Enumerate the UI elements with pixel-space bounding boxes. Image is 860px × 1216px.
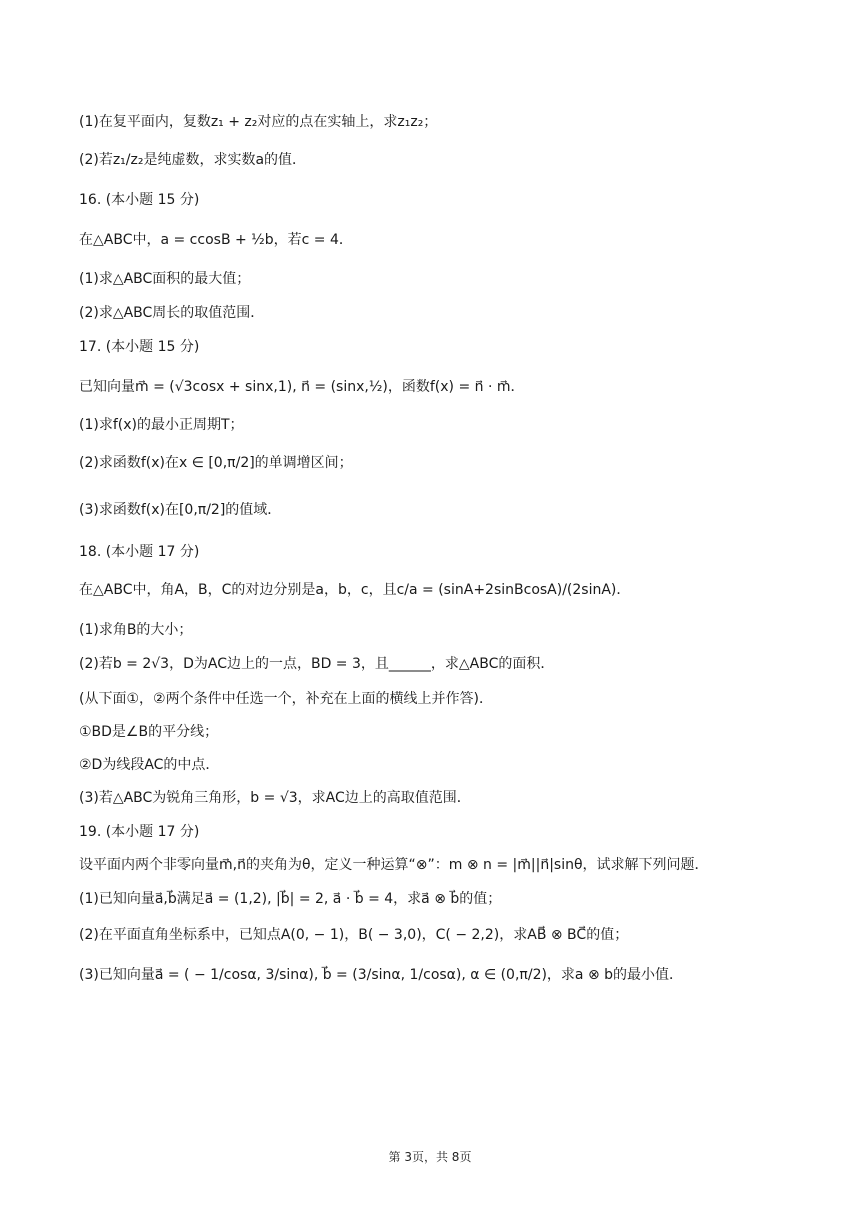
text-line: 设平面内两个非零向量m⃗,n⃗的夹角为θ，定义一种运算“⊗”：m ⊗ n = |m⃗||n⃗|sinθ，试求解下列问题． [79,857,709,873]
question-heading: 18. (本小题 17 分) [79,544,200,560]
text-line: (从下面①，②两个条件中任选一个，补充在上面的横线上并作答)． [79,691,494,707]
text-line: (1)求△ABC面积的最大值； [79,271,251,287]
text-line: (3)若△ABC为锐角三角形，b = √3，求AC边上的高取值范围． [79,790,471,806]
text-line: (1)已知向量a⃗,b⃗满足a⃗ = (1,2), |b⃗| = 2, a⃗ · b⃗ = 4，求a⃗ ⊗ b⃗的值； [79,891,502,907]
text-line: (2)若z₁/z₂是纯虚数，求实数a的值． [79,152,307,168]
text-line: ①BD是∠B的平分线； [79,724,219,740]
text-line: ②D为线段AC的中点． [79,757,220,773]
text-line: (1)在复平面内，复数z₁ + z₂对应的点在实轴上，求z₁z₂； [79,114,438,130]
text-line: (1)求f(x)的最小正周期T； [79,417,244,433]
page-footer: 第 3页，共 8页 [388,1150,472,1164]
question-heading: 16. (本小题 15 分) [79,192,200,208]
text-line: (2)在平面直角坐标系中，已知点A(0, − 1)，B( − 3,0)，C( − 2,2)，求AB⃗ ⊗ BC⃗的值； [79,927,629,943]
text-line: (2)求△ABC周长的取值范围． [79,305,265,321]
text-line: (2)求函数f(x)在x ∈ [0,π/2]的单调增区间； [79,455,353,471]
text-line: 在△ABC中，角A，B，C的对边分别是a，b，c，且c/a = (sinA+2sinBcosA)/(2sinA)． [79,582,631,598]
text-line: (2)若b = 2√3，D为AC边上的一点，BD = 3，且______，求△ABC的面积． [79,656,555,672]
text-line: 在△ABC中，a = ccosB + ½b，若c = 4． [79,232,353,248]
text-line: (1)求角B的大小； [79,622,193,638]
text-line: (3)已知向量a⃗ = ( − 1/cosα, 3/sinα), b⃗ = (3/sinα, 1/cosα), α ∈ (0,π/2)，求a ⊗ b的最小值． [79,967,684,983]
question-heading: 19. (本小题 17 分) [79,824,200,840]
text-line: 已知向量m⃗ = (√3cosx + sinx,1), n⃗ = (sinx,½)，函数f(x) = n⃗ · m⃗． [79,379,525,395]
text-line: (3)求函数f(x)在[0,π/2]的值域． [79,502,282,518]
question-heading: 17. (本小题 15 分) [79,339,200,355]
